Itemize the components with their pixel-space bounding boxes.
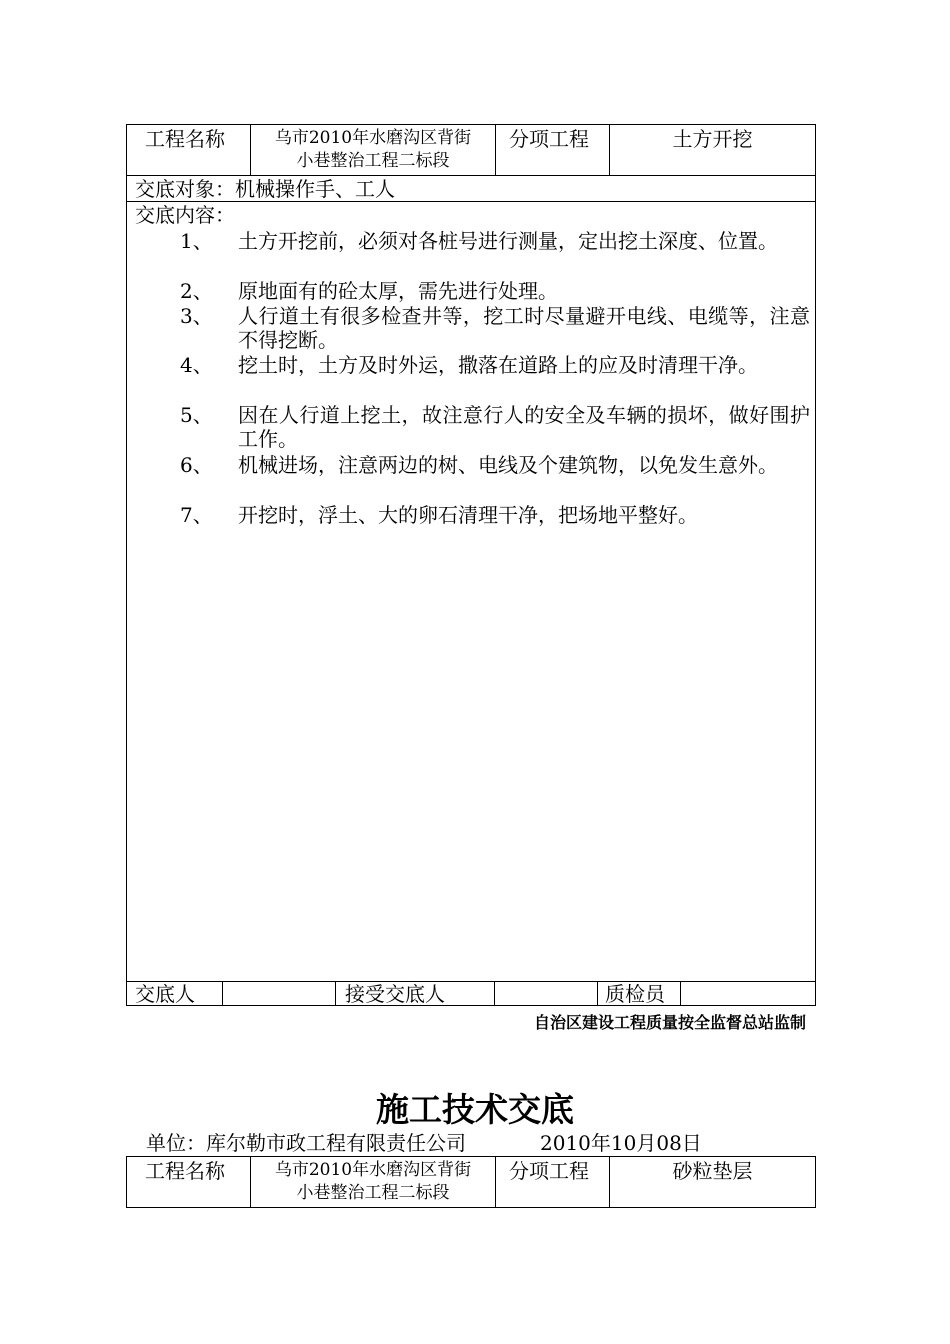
item-number: 1、 [180, 229, 213, 253]
row-divider [127, 981, 815, 982]
item-text: 挖土时，土方及时外运，撒落在道路上的应及时清理干净。 [238, 353, 758, 377]
date: 2010年10月08日 [540, 1131, 702, 1155]
item-number: 4、 [180, 353, 213, 377]
disclosure-table [126, 124, 816, 1006]
project-name-label: 工程名称 [145, 127, 225, 151]
disclosure-target: 交底对象：机械操作手、工人 [135, 177, 395, 201]
sub-item-value: 土方开挖 [672, 127, 753, 151]
item-number: 3、 [180, 304, 213, 328]
item-text: 开挖时，浮土、大的卵石清理干净，把场地平整好。 [238, 503, 698, 527]
item-text: 土方开挖前，必须对各桩号进行测量，定出挖土深度、位置。 [238, 229, 778, 253]
project-name-label: 工程名称 [145, 1159, 225, 1183]
sub-item-value: 砂粒垫层 [672, 1159, 753, 1183]
col-divider [597, 981, 598, 1005]
unit-line: 单位：库尔勒市政工程有限责任公司 [146, 1131, 466, 1155]
item-number: 6、 [180, 453, 213, 477]
item-text: 机械进场，注意两边的树、电线及个建筑物，以免发生意外。 [238, 453, 778, 477]
col-divider [680, 981, 681, 1005]
project-name-line1: 乌市2010年水磨沟区背街 [274, 1160, 472, 1180]
col-divider [494, 981, 495, 1005]
sign-label-inspector: 质检员 [605, 982, 665, 1006]
issuer-note: 自治区建设工程质量按全监督总站监制 [533, 1013, 806, 1032]
item-number: 2、 [180, 279, 213, 303]
sign-label-discloser: 交底人 [135, 982, 195, 1006]
project-name-line2: 小巷整治工程二标段 [296, 151, 450, 171]
col-divider [335, 981, 336, 1005]
sign-label-receiver: 接受交底人 [345, 982, 445, 1006]
content-label: 交底内容： [135, 203, 235, 227]
disclosure-table-2 [126, 1156, 816, 1208]
project-name-value [251, 127, 495, 173]
col-divider [495, 1157, 496, 1207]
project-name-value [251, 1159, 495, 1205]
item-number: 7、 [180, 503, 213, 527]
item-number: 5、 [180, 403, 213, 427]
sub-item-label: 分项工程 [509, 127, 589, 151]
project-name-line1: 乌市2010年水磨沟区背街 [274, 128, 472, 148]
page-title: 施工技术交底 [376, 1090, 574, 1129]
sub-item-label: 分项工程 [509, 1159, 589, 1183]
row-divider [127, 175, 815, 176]
col-divider [495, 125, 496, 175]
row-divider [127, 201, 815, 202]
item-text: 因在人行道上挖土，故注意行人的安全及车辆的损坏，做好围护工作。 [238, 403, 810, 451]
item-text: 人行道土有很多检查井等，挖工时尽量避开电线、电缆等，注意不得挖断。 [238, 304, 810, 352]
project-name-line2: 小巷整治工程二标段 [296, 1183, 450, 1203]
item-text: 原地面有的砼太厚，需先进行处理。 [238, 279, 558, 303]
col-divider [222, 981, 223, 1005]
